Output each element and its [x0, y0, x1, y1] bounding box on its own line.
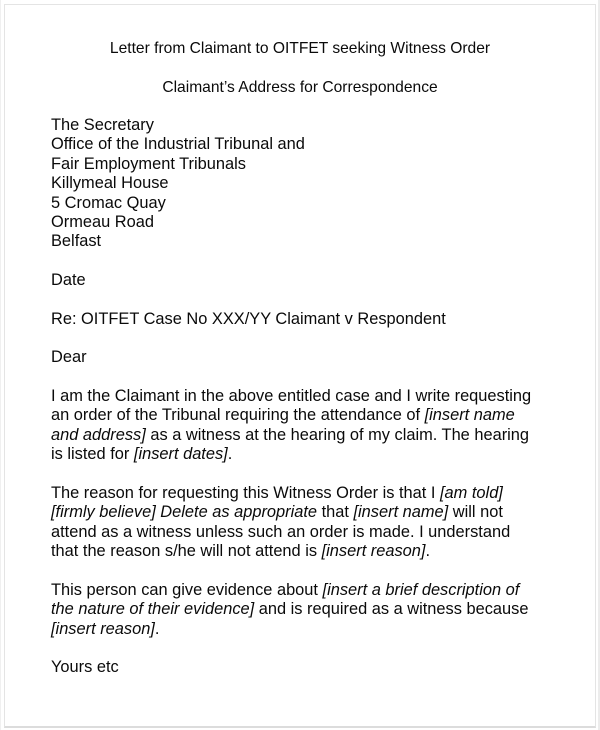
- paragraph-reason: [51, 484, 571, 562]
- placeholder-text: and address]: [51, 425, 146, 444]
- placeholder-text: [insert dates]: [133, 445, 228, 464]
- recipient-address: [51, 116, 571, 252]
- address-line: Ormeau Road: [51, 213, 154, 232]
- placeholder-text: [am told]: [440, 484, 503, 502]
- paragraph-line: [51, 600, 571, 619]
- paragraph-line: [51, 406, 571, 425]
- text: The reason for requesting this Witness Order is that I: [51, 484, 440, 502]
- address-line: Killymeal House: [51, 174, 169, 193]
- placeholder-text: [insert name: [424, 406, 515, 425]
- placeholder-text: [insert a brief description of: [322, 581, 520, 599]
- paragraph-line: [51, 620, 571, 639]
- text: attend as a witness unless such an order is made. I understand: [51, 522, 511, 541]
- salutation-text: Dear: [51, 348, 87, 366]
- text: and is required as a witness because: [254, 600, 529, 619]
- placeholder-text: [insert name]: [353, 503, 449, 522]
- text: is listed for: [51, 445, 134, 464]
- address-line: Office of the Industrial Tribunal and: [51, 135, 305, 154]
- date-label: [51, 271, 571, 290]
- text: .: [425, 542, 431, 561]
- address-line: Fair Employment Tribunals: [51, 154, 246, 173]
- placeholder-text: the nature of their evidence]: [51, 600, 255, 619]
- paragraph-line: [51, 581, 571, 600]
- placeholder-text: [insert reason]: [321, 542, 426, 561]
- reference-text: Re: OITFET Case No XXX/YY Claimant v Respondent: [51, 310, 446, 328]
- address-line: Belfast: [51, 232, 102, 251]
- placeholder-text: [firmly believe] Delete as appropriate: [51, 503, 318, 522]
- text: This person can give evidence about: [51, 581, 323, 599]
- paragraph-line: [51, 445, 571, 464]
- text: I am the Claimant in the above entitled case and I write requesting: [51, 387, 532, 405]
- address-line: The Secretary: [51, 116, 154, 134]
- salutation: [51, 348, 571, 367]
- text: .: [154, 619, 160, 638]
- paragraph-line: [51, 387, 571, 406]
- document-title: Letter from Claimant to OITFET seeking Witness Order: [109, 40, 491, 57]
- placeholder-text: [insert reason]: [51, 619, 155, 638]
- closing: [51, 658, 571, 677]
- paragraph-line: [51, 523, 571, 542]
- text: that: [317, 503, 354, 522]
- text: that the reason s/he will not attend is: [51, 542, 322, 561]
- closing-text: Yours etc: [51, 658, 119, 676]
- page-edge-left: [0, 0, 1, 730]
- paragraph-request: [51, 387, 571, 465]
- date-text: Date: [51, 271, 86, 289]
- text: as a witness at the hearing of my claim. The hearing: [145, 425, 530, 444]
- paragraph-line: [51, 542, 571, 561]
- paragraph-evidence: [51, 581, 571, 639]
- text: will not: [448, 503, 503, 522]
- text: .: [227, 445, 233, 464]
- paragraph-line: [51, 426, 571, 445]
- document-subtitle: Claimant’s Address for Correspondence: [162, 79, 438, 96]
- reference-line: [51, 310, 571, 329]
- text: an order of the Tribunal requiring the attendance of: [51, 406, 425, 425]
- paragraph-line: [51, 484, 571, 503]
- address-line: 5 Cromac Quay: [51, 193, 166, 212]
- paragraph-line: [51, 503, 571, 522]
